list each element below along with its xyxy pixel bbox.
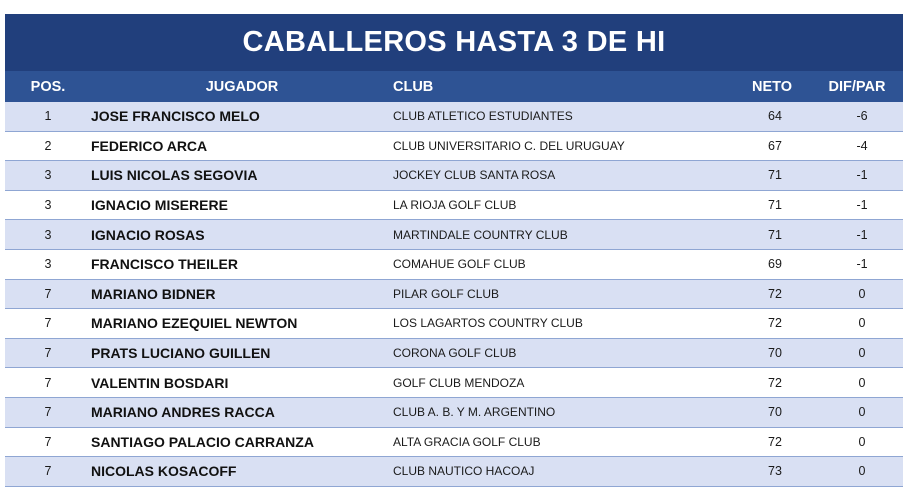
cell-dif: 0 xyxy=(858,346,866,361)
cell-dif: 0 xyxy=(858,316,866,331)
cell-neto: 69 xyxy=(768,257,782,272)
table-row xyxy=(5,191,903,221)
cell-neto: 72 xyxy=(768,434,782,449)
table-row xyxy=(5,398,903,428)
cell-club: JOCKEY CLUB SANTA ROSA xyxy=(393,168,556,183)
cell-dif: -1 xyxy=(856,227,868,242)
cell-neto: 72 xyxy=(768,316,782,331)
cell-player: MARIANO BIDNER xyxy=(91,285,216,302)
cell-neto: 70 xyxy=(768,405,782,420)
cell-dif: 0 xyxy=(858,405,866,420)
cell-club: LOS LAGARTOS COUNTRY CLUB xyxy=(393,316,583,331)
table-row xyxy=(5,220,903,250)
cell-dif: -1 xyxy=(856,168,868,183)
cell-dif: 0 xyxy=(858,286,866,301)
table-row xyxy=(5,368,903,398)
table-row xyxy=(5,280,903,310)
header-club: CLUB xyxy=(393,78,434,95)
table-row xyxy=(5,250,903,280)
cell-club: PILAR GOLF CLUB xyxy=(393,286,500,301)
cell-club: CORONA GOLF CLUB xyxy=(393,346,517,361)
header-dif: DIF/PAR xyxy=(828,78,886,95)
cell-neto: 71 xyxy=(768,168,782,183)
cell-dif: -6 xyxy=(856,109,868,124)
cell-player: PRATS LUCIANO GUILLEN xyxy=(91,345,271,362)
cell-neto: 72 xyxy=(768,375,782,390)
cell-neto: 67 xyxy=(768,138,782,153)
cell-player: JOSE FRANCISCO MELO xyxy=(91,108,260,125)
cell-player: IGNACIO ROSAS xyxy=(91,226,205,243)
cell-neto: 71 xyxy=(768,198,782,213)
cell-neto: 71 xyxy=(768,227,782,242)
cell-club: MARTINDALE COUNTRY CLUB xyxy=(393,227,568,242)
cell-pos: 7 xyxy=(44,375,52,390)
cell-pos: 1 xyxy=(44,109,52,124)
header-player: JUGADOR xyxy=(205,78,279,95)
cell-club: CLUB NAUTICO HACOAJ xyxy=(393,464,535,479)
table-row xyxy=(5,132,903,162)
cell-player: SANTIAGO PALACIO CARRANZA xyxy=(91,433,314,450)
cell-club: ALTA GRACIA GOLF CLUB xyxy=(393,434,541,449)
cell-pos: 3 xyxy=(44,168,52,183)
table-row xyxy=(5,161,903,191)
cell-pos: 3 xyxy=(44,227,52,242)
cell-neto: 70 xyxy=(768,346,782,361)
cell-player: MARIANO ANDRES RACCA xyxy=(91,404,275,421)
cell-club: CLUB UNIVERSITARIO C. DEL URUGUAY xyxy=(393,138,625,153)
cell-club: CLUB ATLETICO ESTUDIANTES xyxy=(393,109,573,124)
cell-pos: 7 xyxy=(44,346,52,361)
table-row xyxy=(5,102,903,132)
cell-pos: 7 xyxy=(44,464,52,479)
table-row xyxy=(5,428,903,458)
cell-club: LA RIOJA GOLF CLUB xyxy=(393,198,517,213)
results-table xyxy=(5,102,903,487)
cell-player: IGNACIO MISERERE xyxy=(91,197,228,214)
table-row xyxy=(5,457,903,487)
cell-dif: 0 xyxy=(858,434,866,449)
cell-player: MARIANO EZEQUIEL NEWTON xyxy=(91,315,298,332)
cell-dif: -4 xyxy=(856,138,868,153)
header-neto: NETO xyxy=(751,78,793,95)
cell-player: VALENTIN BOSDARI xyxy=(91,374,229,391)
table-row xyxy=(5,339,903,369)
cell-pos: 3 xyxy=(44,198,52,213)
cell-pos: 2 xyxy=(44,138,52,153)
cell-dif: 0 xyxy=(858,375,866,390)
cell-neto: 64 xyxy=(768,109,782,124)
cell-player: LUIS NICOLAS SEGOVIA xyxy=(91,167,258,184)
cell-player: FRANCISCO THEILER xyxy=(91,256,238,273)
table-row xyxy=(5,309,903,339)
cell-club: COMAHUE GOLF CLUB xyxy=(393,257,526,272)
page-title: CABALLEROS HASTA 3 DE HI xyxy=(5,14,903,71)
cell-club: CLUB A. B. Y M. ARGENTINO xyxy=(393,405,556,420)
cell-neto: 73 xyxy=(768,464,782,479)
cell-pos: 7 xyxy=(44,316,52,331)
cell-neto: 72 xyxy=(768,286,782,301)
cell-pos: 7 xyxy=(44,405,52,420)
cell-player: FEDERICO ARCA xyxy=(91,137,208,154)
table-header xyxy=(5,71,903,102)
cell-player: NICOLAS KOSACOFF xyxy=(91,463,237,480)
cell-dif: -1 xyxy=(856,198,868,213)
cell-pos: 7 xyxy=(44,286,52,301)
cell-dif: -1 xyxy=(856,257,868,272)
header-pos: POS. xyxy=(30,78,66,95)
cell-club: GOLF CLUB MENDOZA xyxy=(393,375,525,390)
cell-pos: 7 xyxy=(44,434,52,449)
cell-pos: 3 xyxy=(44,257,52,272)
cell-dif: 0 xyxy=(858,464,866,479)
